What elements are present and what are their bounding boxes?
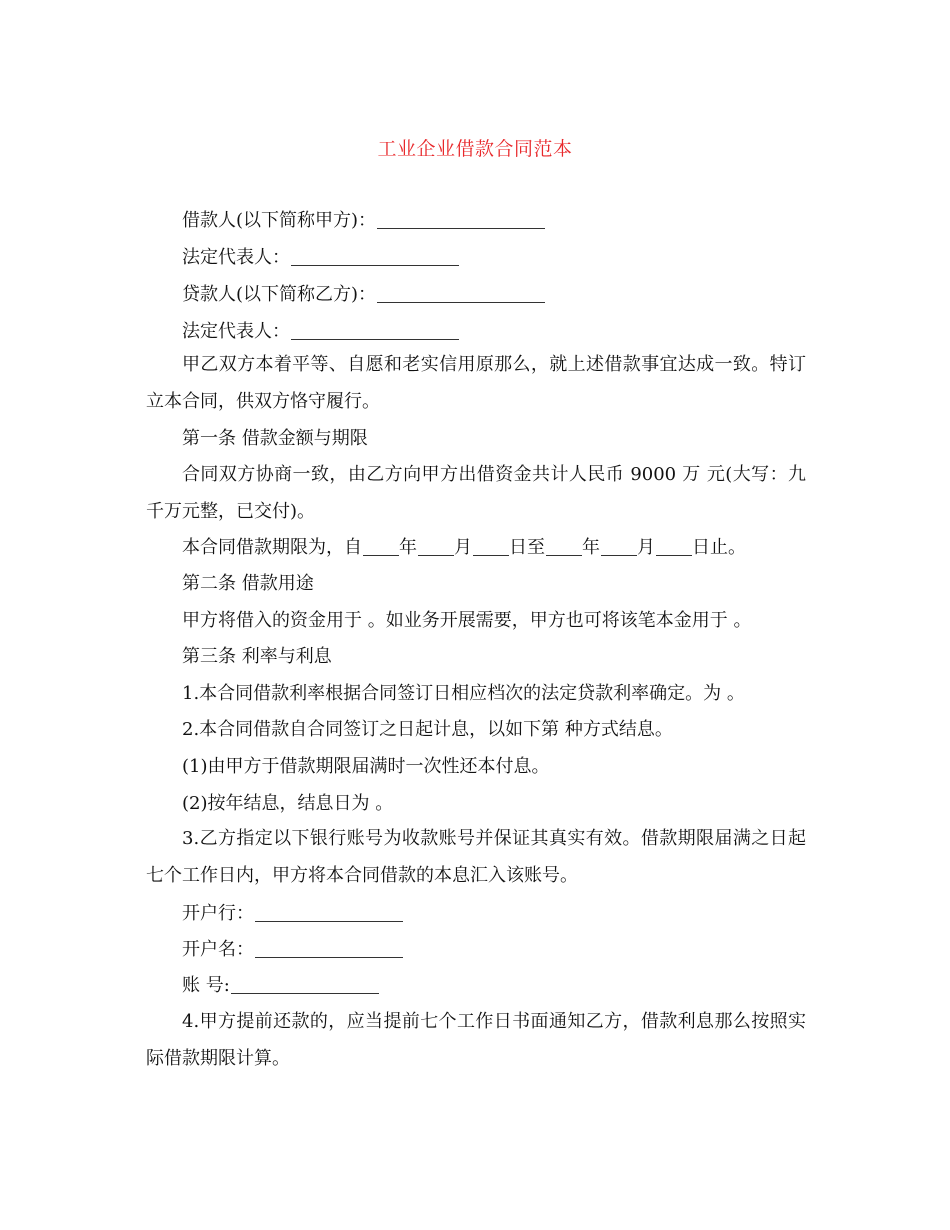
article3-item3: 3.乙方指定以下银行账号为收款账号并保证其真实有效。借款期限届满之日起七个工作日内，甲方将本合同借款的本息汇入该账号。 (146, 828, 806, 886)
article1-term-line (146, 529, 806, 566)
account-name-blank (255, 939, 403, 958)
borrower-line (146, 202, 806, 239)
borrower-blank (377, 210, 545, 229)
term-day-end: 日止。 (692, 537, 746, 558)
article1-amount-paragraph: 合同双方协商一致，由乙方向甲方出借资金共计人民币 9000 万 元(大写：九千万元整，已交付)。 (146, 464, 806, 522)
account-no-label: 账 号: (182, 975, 230, 996)
borrower-rep-blank (291, 247, 459, 266)
account-name-label: 开户名： (182, 939, 254, 960)
article3-item2a: (1)由甲方于借款期限届满时一次性还本付息。 (182, 756, 550, 777)
borrower-rep-label: 法定代表人： (182, 247, 290, 268)
lender-rep-label: 法定代表人： (182, 321, 290, 342)
term-month-1: 月 (454, 537, 472, 558)
lender-line (146, 276, 806, 313)
lender-rep-blank (291, 321, 459, 340)
account-name-line (146, 931, 806, 968)
article3-item2: 2.本合同借款自合同签订之日起计息，以如下第 种方式结息。 (182, 719, 673, 740)
borrower-rep-line (146, 239, 806, 276)
article3-item2b: (2)按年结息，结息日为 。 (182, 793, 394, 814)
preamble-paragraph: 甲乙双方本着平等、自愿和老实信用原那么，就上述借款事宜达成一致。特订立本合同，供双方恪守履行。 (146, 354, 806, 412)
term-end-month-blank (601, 537, 637, 556)
lender-rep-line (146, 313, 806, 350)
lender-blank (377, 284, 545, 303)
article3-item4: 4.甲方提前还款的，应当提前七个工作日书面通知乙方，借款利息那么按照实际借款期限计算。 (146, 1011, 806, 1069)
term-month-2: 月 (637, 537, 655, 558)
account-no-blank (231, 975, 379, 994)
term-prefix: 本合同借款期限为，自 (182, 537, 362, 558)
article3-heading: 第三条 利率与利息 (182, 646, 332, 667)
term-year-1: 年 (399, 537, 417, 558)
article3-item1: 1.本合同借款利率根据合同签订日相应档次的法定贷款利率确定。为 。 (182, 683, 745, 704)
article2-heading: 第二条 借款用途 (182, 573, 314, 594)
term-start-year-blank (363, 537, 399, 556)
term-year-2: 年 (582, 537, 600, 558)
term-end-day-blank (656, 537, 692, 556)
bank-blank (255, 903, 403, 922)
account-no-line (146, 967, 806, 1004)
article2-text: 甲方将借入的资金用于 。如业务开展需要，甲方也可将该笔本金用于 。 (182, 610, 752, 631)
article1-heading: 第一条 借款金额与期限 (182, 428, 368, 449)
borrower-label: 借款人(以下简称甲方)： (182, 210, 377, 231)
document-title: 工业企业借款合同范本 (377, 138, 573, 160)
term-start-day-blank (473, 537, 509, 556)
bank-label: 开户行： (182, 903, 254, 924)
term-day-to: 日至 (509, 537, 545, 558)
term-start-month-blank (418, 537, 454, 556)
lender-label: 贷款人(以下简称乙方)： (182, 284, 377, 305)
term-end-year-blank (546, 537, 582, 556)
bank-line (146, 895, 806, 932)
